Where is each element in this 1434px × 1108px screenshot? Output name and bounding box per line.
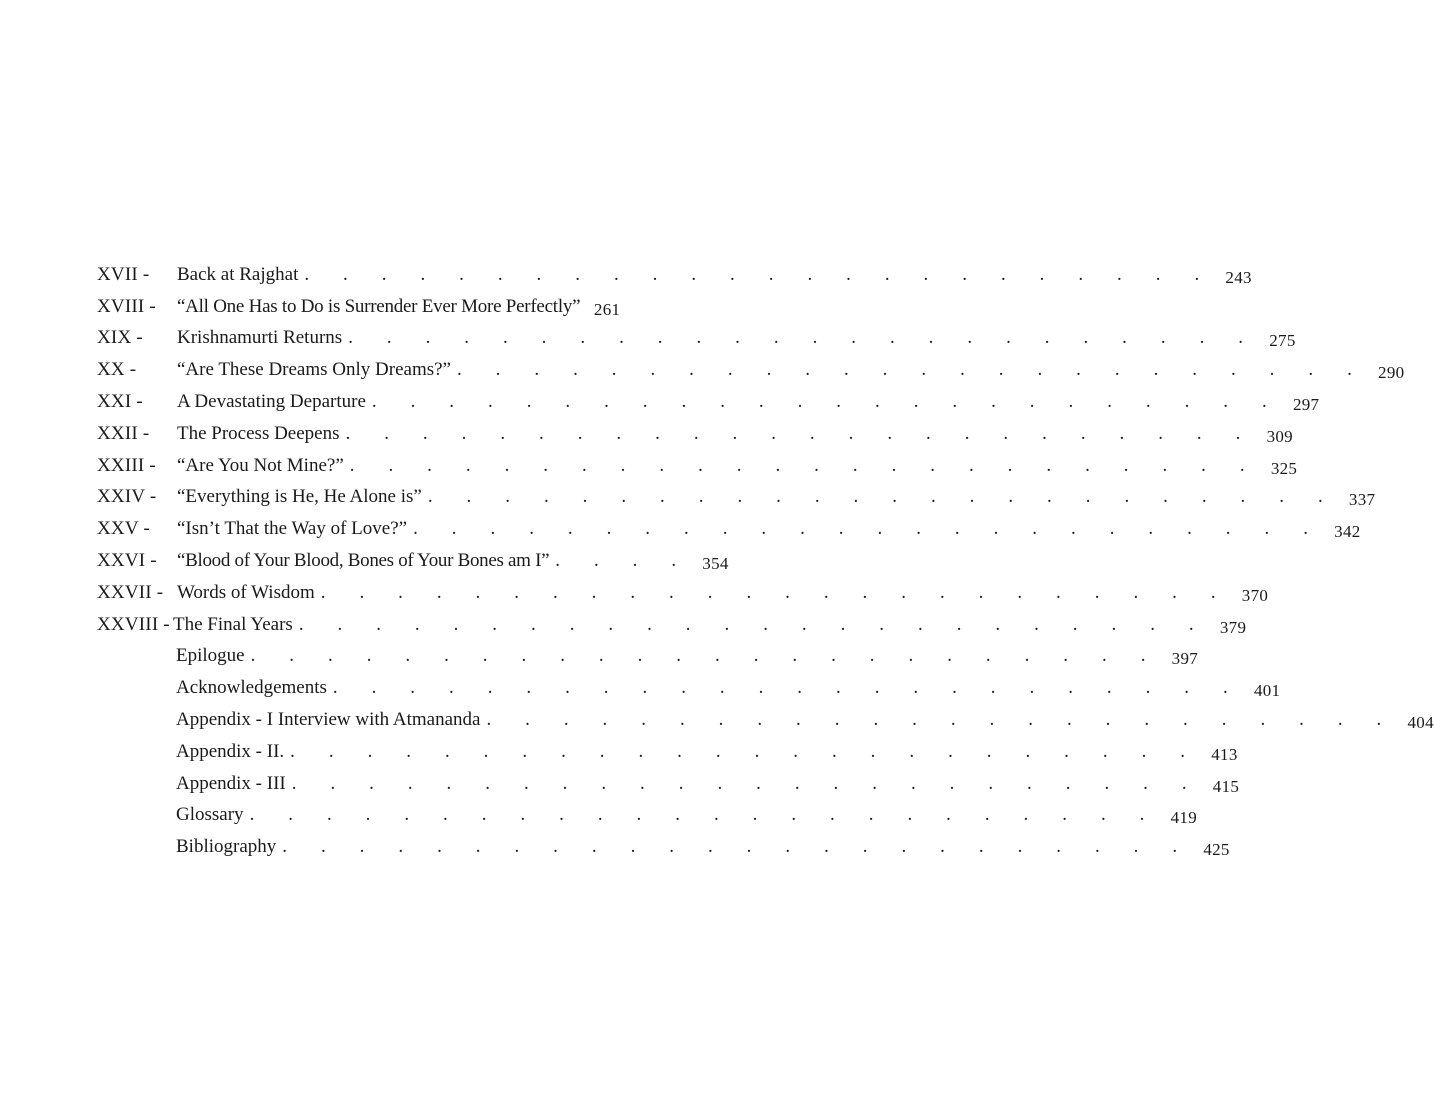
page-number: 415 [1212, 776, 1240, 796]
toc-entry [97, 477, 1376, 510]
chapter-title: “Blood of Your Blood, Bones of Your Bones am I” [177, 549, 550, 571]
dot-leader: . . . . . . . . . . . . . . . . . . . . . . . . [332, 677, 1243, 699]
chapter-title: “Isn’t That the Way of Love?” [177, 518, 408, 540]
page-number: 419 [1170, 808, 1198, 828]
dot-leader: . . . . . . . . . . . . . . . . . . . . . . . . [349, 454, 1260, 476]
page-number: 337 [1348, 490, 1376, 510]
toc-entry [97, 667, 1281, 701]
dot-leader: . . . . . . . . . . . . . . . . . . . . . . . . [304, 263, 1214, 285]
dot-leader: . . . . . . . . . . . . . . . . . . . . . . . . [427, 486, 1338, 508]
section-title: Acknowledgements [176, 677, 327, 699]
dot-leader: . . . . . . . . . . . . . . . . . . . . . . . . [486, 708, 1396, 730]
toc-entry [97, 826, 1230, 860]
chapter-number: XXV - [97, 518, 150, 540]
toc-entry [97, 763, 1240, 796]
toc-entry [97, 540, 729, 573]
toc-entry [97, 349, 1405, 383]
chapter-number: XXVI - [97, 549, 157, 571]
chapter-title: Back at Rajghat [177, 263, 299, 285]
toc-entry [97, 413, 1293, 446]
page-number: 370 [1241, 585, 1269, 605]
chapter-number: XXVII - [97, 581, 164, 603]
chapter-title: Krishnamurti Returns [177, 327, 343, 349]
dot-leader: . . . . . . . . . . . . . . . . . . . . . . . . [282, 836, 1192, 858]
chapter-title: A Devastating Departure [177, 390, 366, 412]
chapter-number: XXIV - [97, 486, 157, 508]
page-number: 425 [1203, 840, 1230, 860]
section-title: Appendix - I Interview with Atmananda [176, 708, 481, 730]
chapter-title: “Everything is He, He Alone is” [177, 486, 422, 508]
dot-leader: . . . . . . . . . . . . . . . . . . . . . . . . [345, 422, 1255, 444]
page-number: 325 [1270, 458, 1298, 478]
toc-entry [97, 699, 1434, 732]
dot-leader: . . . . . . . . . . . . . . . . . . . . . . . . [249, 804, 1160, 826]
dot-leader: . . . . . . . . . . . . . . . . . . . . . . . . [371, 390, 1282, 412]
chapter-number: XVII - [97, 263, 150, 285]
toc-entry [97, 795, 1198, 828]
chapter-title: Words of Wisdom [177, 581, 315, 603]
page-number: 354 [702, 553, 729, 573]
chapter-title: The Process Deepens [177, 422, 340, 444]
chapter-number: XX - [97, 359, 137, 381]
toc-entry [97, 254, 1252, 287]
toc-entry [97, 318, 1296, 351]
section-title: Glossary [176, 804, 244, 826]
chapter-title: The Final Years [173, 613, 293, 635]
page-number: 309 [1266, 426, 1293, 446]
toc-entry [97, 508, 1361, 542]
page-number: 397 [1171, 649, 1199, 669]
page-number: 275 [1269, 331, 1296, 351]
page-number: 243 [1225, 267, 1252, 287]
chapter-number: XXII - [97, 422, 150, 444]
page-number: 297 [1292, 394, 1320, 414]
dot-leader: . . . . . . . . . . . . . . . . . . . . . . . . [320, 581, 1231, 603]
toc-entry [97, 636, 1199, 669]
dot-leader: . . . . . . . . . . . . . . . . . . . . . . . . [290, 740, 1200, 762]
chapter-number: XVIII - [97, 295, 156, 317]
dot-leader: . . . . [555, 549, 691, 571]
dot-leader: . . . . . . . . . . . . . . . . . . . . . . . . [298, 613, 1209, 635]
toc-entry [97, 731, 1238, 764]
toc-entry [97, 445, 1298, 478]
toc-entry [97, 572, 1269, 605]
dot-leader: . . . . . . . . . . . . . . . . . . . . . . . . [348, 327, 1258, 349]
dot-leader: . . . . . . . . . . . . . . . . . . . . . . . . [291, 772, 1202, 794]
chapter-title: “All One Has to Do is Surrender Ever More Perfectly” [177, 295, 581, 317]
page-number: 342 [1334, 522, 1361, 542]
table-of-contents [97, 254, 1434, 860]
chapter-title: “Are These Dreams Only Dreams?” [177, 359, 451, 381]
section-title: Appendix - II. [176, 740, 285, 762]
toc-entry [97, 604, 1247, 637]
toc-entry [97, 381, 1320, 414]
chapter-number: XXI - [97, 390, 143, 412]
dot-leader: . . . . . . . . . . . . . . . . . . . . . . . . [413, 518, 1323, 540]
page-number: 404 [1407, 712, 1434, 732]
page-number: 379 [1219, 617, 1247, 637]
dot-leader: . . . . . . . . . . . . . . . . . . . . . . . . [456, 359, 1367, 381]
section-title: Epilogue [176, 645, 245, 667]
section-title: Appendix - III [176, 772, 286, 794]
chapter-title: “Are You Not Mine?” [177, 454, 344, 476]
page-number: 290 [1378, 363, 1405, 383]
page-number: 261 [593, 299, 621, 319]
chapter-number: XXVIII - [97, 613, 170, 635]
chapter-number: XXIII - [97, 454, 156, 476]
chapter-number: XIX - [97, 327, 143, 349]
page-number: 413 [1211, 744, 1238, 764]
page-number: 401 [1253, 681, 1281, 701]
toc-entry [97, 286, 667, 318]
dot-leader: . . . . . . . . . . . . . . . . . . . . . . . . [250, 645, 1161, 667]
section-title: Bibliography [176, 836, 277, 858]
